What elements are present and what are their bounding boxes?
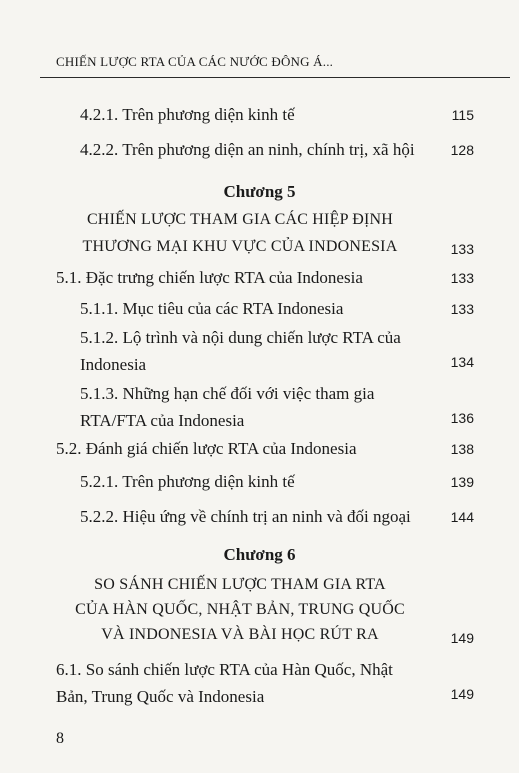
- chapter-5-heading: Chương 5: [223, 182, 296, 201]
- toc-entry-label-line1: 6.1. So sánh chiến lược RTA của Hàn Quốc, Nhật: [56, 660, 393, 679]
- toc-entry-5-2-2: [80, 505, 411, 528]
- toc-page-number: 134: [450, 354, 474, 370]
- toc-page-number: 136: [450, 410, 474, 426]
- toc-entry-label-line1: 5.1.3. Những hạn chế đối với việc tham gia: [80, 384, 375, 403]
- toc-page-number: 149: [450, 686, 474, 702]
- toc-entry-label: 5.2.2. Hiệu ứng về chính trị an ninh và đối ngoại: [80, 507, 411, 526]
- chapter-5-title-line1: CHIẾN LƯỢC THAM GIA CÁC HIỆP ĐỊNH: [86, 211, 394, 228]
- chapter-6-title-line2: CỦA HÀN QUỐC, NHẬT BẢN, TRUNG QUỐC: [75, 601, 405, 618]
- toc-page-number: 133: [450, 270, 474, 286]
- toc-page-number: 149: [450, 630, 474, 646]
- toc-entry-5-1-3: [80, 380, 410, 434]
- toc-entry-label-line1: 5.1.2. Lộ trình và nội dung chiến lược RTA của: [80, 328, 401, 347]
- toc-entry-label-line2: Indonesia: [80, 355, 147, 374]
- chapter-6-title-line1: SO SÁNH CHIẾN LƯỢC THAM GIA RTA: [94, 576, 386, 593]
- toc-entry-4-2-1: [80, 103, 295, 126]
- chapter-5-title-line2: THƯƠNG MẠI KHU VỰC CỦA INDONESIA: [82, 238, 398, 255]
- toc-page-number: 139: [450, 474, 474, 490]
- toc-entry-label: 5.1. Đặc trưng chiến lược RTA của Indonesia: [56, 268, 363, 287]
- chapter-6-title-line3: VÀ INDONESIA VÀ BÀI HỌC RÚT RA: [101, 626, 379, 643]
- running-header: CHIẾN LƯỢC RTA CỦA CÁC NƯỚC ĐÔNG Á...: [56, 54, 334, 69]
- toc-entry-label: 5.2. Đánh giá chiến lược RTA của Indonesia: [56, 439, 357, 458]
- toc-page-number: 144: [450, 509, 474, 525]
- toc-page-number: 128: [450, 142, 474, 158]
- toc-entry-4-2-2: [80, 138, 415, 161]
- page-number: 8: [56, 730, 64, 747]
- toc-entry-label: 5.2.1. Trên phương diện kinh tế: [80, 472, 295, 491]
- toc-page-number: 115: [451, 107, 474, 123]
- toc-entry-label: 4.2.1. Trên phương diện kinh tế: [80, 105, 295, 124]
- toc-entry-5-1: [56, 266, 363, 289]
- toc-entry-label-line2: Bản, Trung Quốc và Indonesia: [56, 687, 265, 706]
- toc-page-number: 138: [450, 441, 474, 457]
- toc-entry-5-2-1: [80, 470, 295, 493]
- toc-entry-5-1-2: [80, 324, 410, 378]
- header-rule: [40, 77, 510, 78]
- toc-entry-label: 5.1.1. Mục tiêu của các RTA Indonesia: [80, 299, 344, 318]
- toc-page-number: 133: [450, 241, 474, 257]
- toc-page-number: 133: [450, 301, 474, 317]
- toc-entry-5-1-1: [80, 297, 343, 320]
- toc-entry-label: 4.2.2. Trên phương diện an ninh, chính trị, xã hội: [80, 140, 415, 159]
- toc-entry-6-1: [56, 656, 412, 710]
- toc-entry-5-2: [56, 437, 357, 460]
- chapter-6-heading: Chương 6: [223, 545, 296, 564]
- toc-entry-label-line2: RTA/FTA của Indonesia: [80, 411, 245, 430]
